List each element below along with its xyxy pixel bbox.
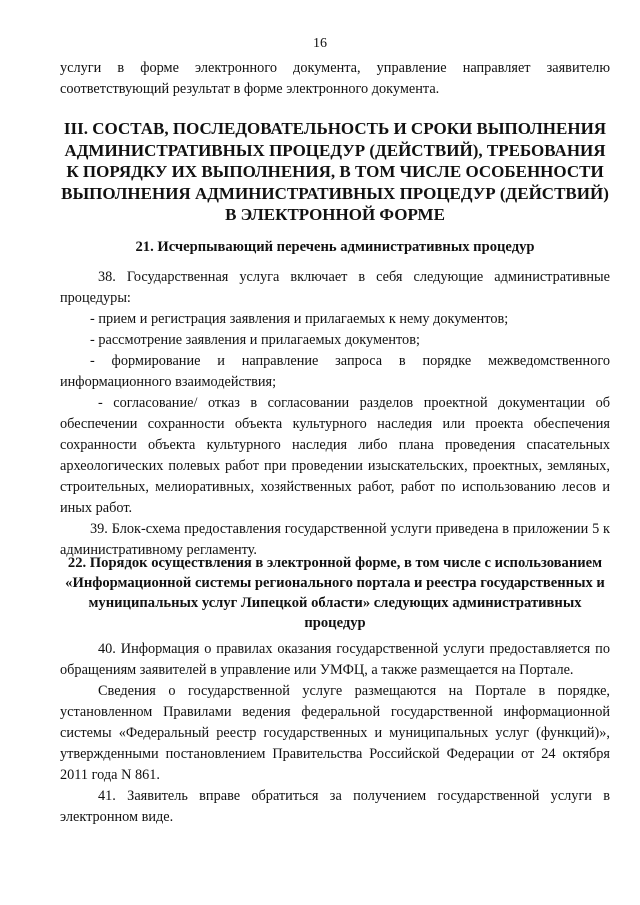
intro-text: услуги в форме электронного документа, управление направляет заявителю соответствующий результат в форме электронного документа. bbox=[60, 60, 610, 97]
paragraph-39: 39. Блок-схема предоставления государственной услуги приведена в приложении 5 к административному регламенту. bbox=[60, 521, 610, 558]
paragraph-40: 40. Информация о правилах оказания государственной услуги предоставляется по обращениям заявителей в управление или УМФЦ, а также размещается на Портале. bbox=[60, 641, 610, 678]
subsection-22-title: 22. Порядок осуществления в электронной форме, в том числе с использованием «Информационной системы регионального портала и реестра государственных и муниципальных услуг Липецкой области» следующих административных процедур bbox=[65, 555, 605, 631]
list-item: - согласование/ отказ в согласовании разделов проектной документации об обеспечении сохранности объекта культурного наследия или проекта обеспечения сохранности объекта культурного наследия либо плана проведения спасательных археологических полевых работ при проведении изыскательских, проектных, земляных, строительных, мелиоративных, хозяйственных работ, работ по использованию лесов и иных работ. bbox=[60, 395, 610, 516]
subsection-21-title: 21. Исчерпывающий перечень административных процедур bbox=[135, 239, 535, 255]
intro-paragraph bbox=[60, 58, 610, 100]
paragraph-41: 41. Заявитель вправе обратиться за получением государственной услуги в электронном виде. bbox=[60, 788, 610, 825]
section-22-body bbox=[60, 639, 610, 828]
paragraph-40b: Сведения о государственной услуге размещаются на Портале в порядке, установленном Правилами ведения федеральной государственной информационной системы «Федеральный реестр государственных и муниципальных услуг (функций)», утвержденными постановлением Правительства Российской Федерации от 24 октября 2011 года N 861. bbox=[60, 683, 610, 783]
section-title: III. СОСТАВ, ПОСЛЕДОВАТЕЛЬНОСТЬ И СРОКИ ВЫПОЛНЕНИЯ АДМИНИСТРАТИВНЫХ ПРОЦЕДУР (ДЕЙСТВИЙ), ТРЕБОВАНИЯ К ПОРЯДКУ ИХ ВЫПОЛНЕНИЯ, В ТОМ ЧИСЛЕ ОСОБЕННОСТИ ВЫПОЛНЕНИЯ АДМИНИСТРАТИВНЫХ ПРОЦЕДУР (ДЕЙСТВИЙ) В ЭЛЕКТРОННОЙ ФОРМЕ bbox=[61, 119, 609, 224]
list-item: - рассмотрение заявления и прилагаемых документов; bbox=[90, 332, 420, 348]
page-number: 16 bbox=[313, 36, 327, 51]
list-item: - прием и регистрация заявления и прилагаемых к нему документов; bbox=[90, 311, 509, 327]
paragraph-38: 38. Государственная услуга включает в себя следующие административные процедуры: bbox=[60, 269, 610, 306]
section-21-body bbox=[60, 267, 610, 561]
list-item: - формирование и направление запроса в порядке межведомственного информационного взаимодействия; bbox=[60, 353, 610, 390]
